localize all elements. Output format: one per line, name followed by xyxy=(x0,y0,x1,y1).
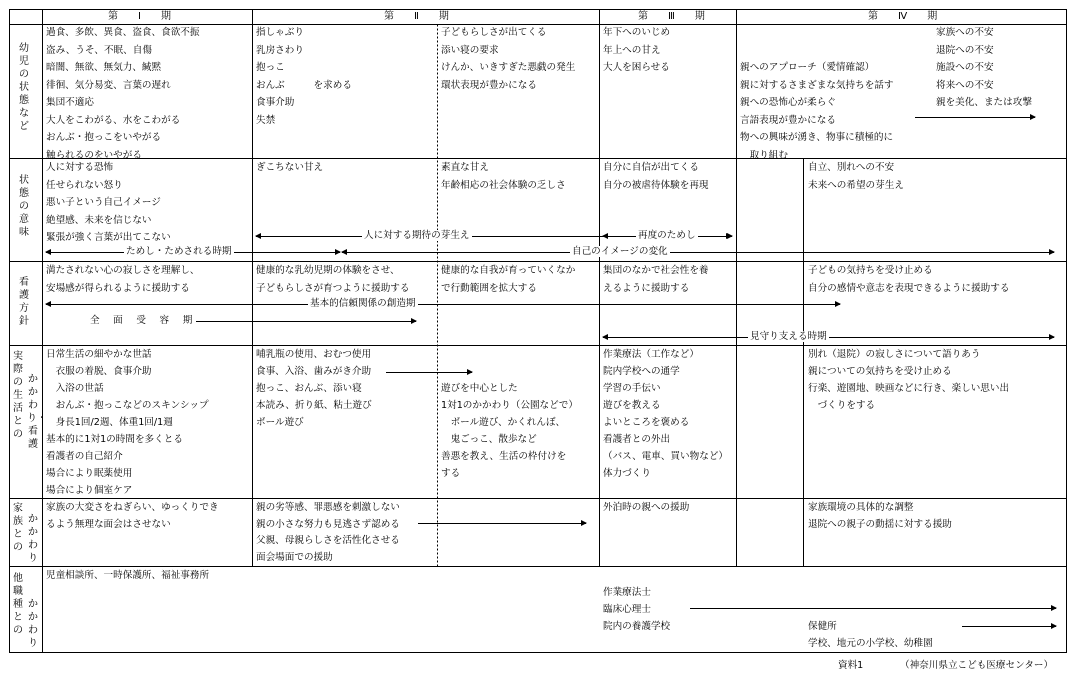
cell-line: 本読み、折り紙、粘土遊び xyxy=(256,400,372,411)
arrow-kihon xyxy=(46,304,840,305)
label-saido: 再度のためし xyxy=(638,230,696,241)
arrow-practice-p2 xyxy=(386,372,472,373)
cell-line: 食事、入浴、歯みがき介助 xyxy=(256,366,372,377)
cell-line: ボール遊び、かくれんぼ、 xyxy=(441,417,566,428)
cell-line: 1対1のかかわり（公園などで） xyxy=(441,400,578,411)
arrow-zenmen xyxy=(188,321,416,322)
cell-line: 集団のなかで社会性を養 xyxy=(603,265,709,276)
row-label-other-b: かかわり xyxy=(28,599,38,649)
label-mimamori: 見守り支える時期 xyxy=(750,331,827,342)
arrow-family-p2 xyxy=(418,523,586,524)
cell-line: 自分の被虐待体験を再現 xyxy=(603,179,709,191)
cell-line: 子どもの気持ちを受け止める xyxy=(808,265,933,276)
cell-line: 年齢相応の社会体験の乏しさ xyxy=(441,179,566,191)
cell-line: 大人をこわがる、水をこわがる xyxy=(46,114,181,126)
cell-line: 食事介助 xyxy=(256,97,295,108)
cell-line: 指しゃぶり xyxy=(256,27,304,38)
cell-line: 行楽、遊園地、映画などに行き、楽しい思い出 xyxy=(808,383,1010,394)
cell-line: 緊張が強く言葉が出てこない xyxy=(46,232,171,243)
cell-line: 遊びを中心とした xyxy=(441,383,518,394)
cell-line: 徘徊、気分易変、言葉の遅れ xyxy=(46,79,171,91)
cell-line: 親に対するさまざまな気持ちを話す xyxy=(740,79,894,91)
cell-line: 基本的に1対1の時間を多くとる xyxy=(46,434,183,445)
cell-line: 触られるのをいやがる xyxy=(46,149,142,161)
cell-line: 未来への希望の芽生え xyxy=(808,179,904,191)
cell-line: 自分の感情や意志を表現できるように援助する xyxy=(808,282,1010,294)
cell-line: 子どもらしさが出てくる xyxy=(441,27,547,38)
cell-line: 学習の手伝い xyxy=(603,383,661,394)
arrow-image xyxy=(342,252,1054,253)
cell-line: おんぶ を求める xyxy=(256,79,352,91)
header-period-4: 第 Ⅳ 期 xyxy=(868,11,943,22)
row-label-meaning: 状態の意味 xyxy=(19,175,29,238)
header-period-1: 第 Ⅰ 期 xyxy=(108,11,176,22)
cell-line: 親についての気持ちを受け止める xyxy=(808,366,952,377)
cell-line: 児童相談所、一時保護所、福祉事務所 xyxy=(46,570,210,581)
footer-source: 資料1 xyxy=(838,660,864,671)
cell-line: 乳房さわり xyxy=(256,44,304,56)
cell-line: 親を美化、または攻撃 xyxy=(936,97,1032,108)
cell-line: 外泊時の親への援助 xyxy=(603,502,690,513)
cell-line: 集団不適応 xyxy=(46,97,94,108)
cell-line: 作業療法士 xyxy=(603,587,651,598)
cell-line: 場合により眠薬使用 xyxy=(46,468,133,479)
arrow-state-p4 xyxy=(915,117,1035,118)
label-tameshi: ためし・ためされる時期 xyxy=(126,246,232,257)
row-label-policy: 看護方針 xyxy=(19,277,29,327)
cell-line: けんか、いきすぎた悪戯の発生 xyxy=(441,62,576,73)
label-image: 自己のイメージの変化 xyxy=(572,246,668,257)
cell-line: 抱っこ、おんぶ、添い寝 xyxy=(256,383,362,394)
cell-line: する xyxy=(441,468,461,479)
cell-line: 素直な甘え xyxy=(441,162,489,173)
cell-line: 看護者との外出 xyxy=(603,434,671,445)
cell-line: 退院への親子の動揺に対する援助 xyxy=(808,518,952,530)
cell-line: るよう無理な面会はさせない xyxy=(46,518,171,530)
footer-org: （神奈川県立こども医療センター） xyxy=(900,660,1054,671)
cell-line: 家族環境の具体的な調整 xyxy=(808,502,914,513)
cell-line: 看護者の自己紹介 xyxy=(46,451,123,462)
cell-line: 将来への不安 xyxy=(936,79,994,91)
cell-line: 暗闇、無欲、無気力、緘黙 xyxy=(46,62,162,73)
cell-line: 作業療法（工作など） xyxy=(603,349,699,360)
cell-line: 入浴の世話 xyxy=(46,383,104,394)
cell-line: 悪い子という自己イメージ xyxy=(46,197,161,208)
cell-line: 親の小さな努力も見逃さず認める xyxy=(256,518,400,530)
cell-line: 環状表現が豊かになる xyxy=(441,79,537,91)
row-label-family-b: かかわり xyxy=(28,514,38,564)
cell-line: 院内の養護学校 xyxy=(603,621,671,632)
cell-line: 場合により個室ケア xyxy=(46,485,133,496)
cell-line: （バス、電車、買い物など） xyxy=(603,451,729,462)
cell-line: 臨床心理士 xyxy=(603,604,651,615)
cell-line: おんぶ・抱っこをいやがる xyxy=(46,132,162,143)
cell-line: 大人を困らせる xyxy=(603,62,670,73)
cell-line: 施設への不安 xyxy=(936,62,994,73)
cell-line: 健康的な自我が育っていくなか xyxy=(441,265,576,276)
cell-line: 過食、多飲、異食、盗食、食欲不振 xyxy=(46,27,200,38)
cell-line: 物への興味が湧き、物事に積極的に xyxy=(740,132,894,143)
label-kihon: 基本的信頼関係の創造期 xyxy=(310,298,416,309)
arrow-other-p3 xyxy=(690,608,1056,609)
cell-line: 面会場面での援助 xyxy=(256,551,333,563)
cell-line: 鬼ごっこ、散歩など xyxy=(441,434,537,445)
cell-line: 満たされない心の寂しさを理解し、 xyxy=(46,265,200,276)
cell-line: 親の劣等感、罪悪感を刺激しない xyxy=(256,502,400,513)
cell-line: ぎこちない甘え xyxy=(256,162,324,173)
cell-line: えるように援助する xyxy=(603,282,690,294)
cell-line: 任せられない怒り xyxy=(46,179,123,191)
cell-line: 身長1回/2週、体重1回/1週 xyxy=(46,417,173,428)
row-label-state: 幼児の状態など xyxy=(19,43,29,132)
cell-line: 言語表現が豊かになる xyxy=(740,114,836,126)
cell-line: 安場感が得られるように援助する xyxy=(46,282,190,294)
cell-line: 体力づくり xyxy=(603,468,651,479)
row-label-family-a: 家族との xyxy=(13,503,23,553)
cell-line: づくりをする xyxy=(808,400,876,411)
cell-line: 遊びを教える xyxy=(603,400,661,411)
cell-line: 健康的な乳幼児期の体験をさせ、 xyxy=(256,265,400,276)
cell-line: 日常生活の細やかな世話 xyxy=(46,349,152,360)
cell-line: 学校、地元の小学校、幼稚園 xyxy=(808,638,933,649)
cell-line: 自立、別れへの不安 xyxy=(808,162,895,173)
cell-line: 自分に自信が出てくる xyxy=(603,162,699,173)
label-zenmen: 全 面 受 容 期 xyxy=(90,315,195,326)
cell-line: 添い寝の要求 xyxy=(441,44,499,56)
cell-line: 取り組む xyxy=(740,149,788,161)
header-period-3: 第 Ⅲ 期 xyxy=(638,11,710,22)
cell-line: 退院への不安 xyxy=(936,44,994,56)
header-period-2: 第 Ⅱ 期 xyxy=(384,11,454,22)
cell-line: 親への恐怖心が柔らぐ xyxy=(740,97,836,108)
cell-line: 哺乳瓶の使用、おむつ使用 xyxy=(256,349,372,360)
cell-line: 善悪を教え、生活の枠付けを xyxy=(441,451,567,462)
cell-line: 別れ（退院）の寂しさについて語りあう xyxy=(808,349,981,360)
cell-line: 子どもらしさが育つように援助する xyxy=(256,282,410,294)
cell-line: 院内学校への通学 xyxy=(603,366,680,377)
cell-line: ボール遊び xyxy=(256,417,304,428)
cell-line: 盗み、うそ、不眠、自傷 xyxy=(46,44,152,56)
cell-line: よいところを褒める xyxy=(603,417,690,428)
label-kitai: 人に対する期待の芽生え xyxy=(364,230,470,241)
cell-line: 親へのアプローチ（愛情確認） xyxy=(740,62,875,73)
cell-line: 絶望感、未来を信じない xyxy=(46,214,152,226)
cell-line: 家族の大変さをねぎらい、ゆっくりでき xyxy=(46,502,219,513)
row-label-practice-b: かかわり・看護 xyxy=(27,374,47,450)
cell-line: 家族への不安 xyxy=(936,27,994,38)
cell-line: 父親、母親らしさを活性化させる xyxy=(256,535,400,546)
cell-line: 年上への甘え xyxy=(603,44,661,56)
row-label-practice-a: 実際の生活との xyxy=(13,351,23,440)
cell-line: 抱っこ xyxy=(256,62,285,73)
cell-line: 年下へのいじめ xyxy=(603,27,671,38)
cell-line: 人に対する恐怖 xyxy=(46,162,114,173)
cell-line: 衣服の着脱、食事介助 xyxy=(46,366,152,377)
cell-line: 失禁 xyxy=(256,114,276,126)
cell-line: おんぶ・抱っこなどのスキンシップ xyxy=(46,400,209,411)
cell-line: 保健所 xyxy=(808,621,837,632)
cell-line: で行動範囲を拡大する xyxy=(441,282,537,294)
arrow-other-p4 xyxy=(962,626,1056,627)
row-label-other-a: 他職種との xyxy=(13,573,23,636)
